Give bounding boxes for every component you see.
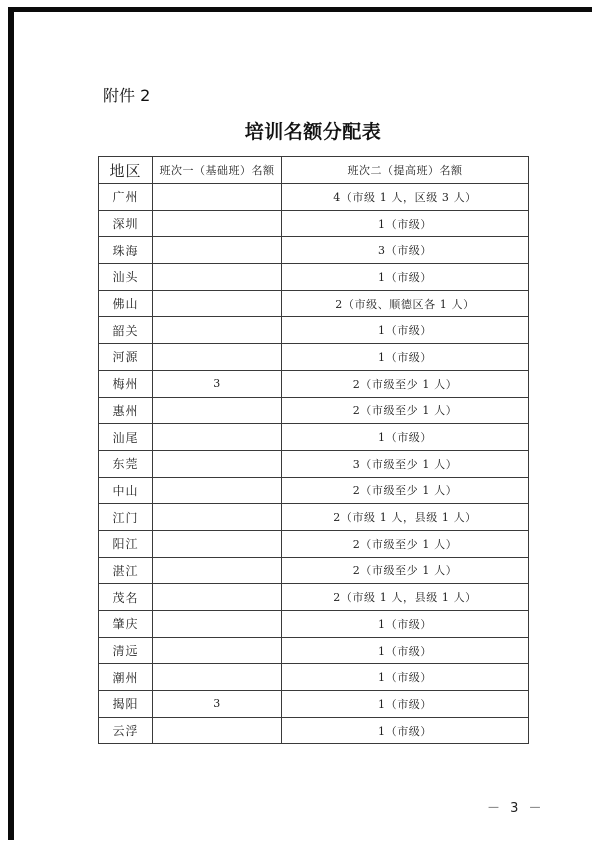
cell-basic-quota xyxy=(153,530,282,557)
table-row xyxy=(99,530,529,557)
cell-basic-quota xyxy=(153,184,282,211)
table-row xyxy=(99,424,529,451)
cell-advanced-quota: 2（市级至少 1 人） xyxy=(282,530,529,557)
cell-basic-quota xyxy=(153,611,282,638)
cell-region: 湛江 xyxy=(99,557,153,584)
page-number: － 3 － xyxy=(487,801,545,816)
table-row xyxy=(99,504,529,531)
table-row xyxy=(99,557,529,584)
cell-advanced-quota: 1（市级） xyxy=(282,210,529,237)
cell-advanced-quota: 1（市级） xyxy=(282,691,529,718)
table-row xyxy=(99,664,529,691)
table-row xyxy=(99,370,529,397)
table-row xyxy=(99,237,529,264)
cell-basic-quota xyxy=(153,450,282,477)
table-row xyxy=(99,637,529,664)
cell-basic-quota xyxy=(153,290,282,317)
cell-advanced-quota: 3（市级至少 1 人） xyxy=(282,450,529,477)
cell-advanced-quota: 2（市级至少 1 人） xyxy=(282,477,529,504)
cell-basic-quota xyxy=(153,210,282,237)
cell-region: 清远 xyxy=(99,637,153,664)
cell-advanced-quota: 2（市级至少 1 人） xyxy=(282,557,529,584)
table-row xyxy=(99,584,529,611)
table-row xyxy=(99,184,529,211)
cell-basic-quota xyxy=(153,584,282,611)
cell-basic-quota xyxy=(153,477,282,504)
cell-region: 佛山 xyxy=(99,290,153,317)
cell-basic-quota xyxy=(153,717,282,744)
cell-region: 茂名 xyxy=(99,584,153,611)
cell-region: 广州 xyxy=(99,184,153,211)
cell-advanced-quota: 3（市级） xyxy=(282,237,529,264)
header-region: 地区 xyxy=(99,157,153,184)
table-row xyxy=(99,290,529,317)
cell-basic-quota xyxy=(153,504,282,531)
cell-advanced-quota: 2（市级至少 1 人） xyxy=(282,397,529,424)
cell-basic-quota: 3 xyxy=(153,691,282,718)
cell-region: 阳江 xyxy=(99,530,153,557)
cell-advanced-quota: 1（市级） xyxy=(282,424,529,451)
table-row xyxy=(99,450,529,477)
cell-region: 河源 xyxy=(99,344,153,371)
cell-basic-quota xyxy=(153,264,282,291)
cell-advanced-quota: 1（市级） xyxy=(282,264,529,291)
cell-advanced-quota: 2（市级至少 1 人） xyxy=(282,370,529,397)
cell-basic-quota xyxy=(153,237,282,264)
quota-allocation-table xyxy=(98,156,529,744)
header-advanced-class: 班次二（提高班）名额 xyxy=(282,157,529,184)
document-title: 培训名额分配表 xyxy=(244,121,382,143)
table-row xyxy=(99,691,529,718)
cell-advanced-quota: 2（市级 1 人，县级 1 人） xyxy=(282,504,529,531)
header-basic-class: 班次一（基础班）名额 xyxy=(153,157,282,184)
attachment-label: 附件 2 xyxy=(103,86,151,105)
table-row xyxy=(99,264,529,291)
cell-region: 韶关 xyxy=(99,317,153,344)
table-row xyxy=(99,477,529,504)
cell-basic-quota xyxy=(153,424,282,451)
cell-advanced-quota: 1（市级） xyxy=(282,344,529,371)
cell-region: 珠海 xyxy=(99,237,153,264)
cell-basic-quota xyxy=(153,557,282,584)
cell-basic-quota: 3 xyxy=(153,370,282,397)
cell-region: 揭阳 xyxy=(99,691,153,718)
cell-advanced-quota: 2（市级、顺德区各 1 人） xyxy=(282,290,529,317)
table-row xyxy=(99,397,529,424)
scan-border-top xyxy=(8,7,592,12)
cell-region: 汕头 xyxy=(99,264,153,291)
cell-advanced-quota: 1（市级） xyxy=(282,717,529,744)
table-row xyxy=(99,210,529,237)
cell-basic-quota xyxy=(153,317,282,344)
cell-region: 梅州 xyxy=(99,370,153,397)
table-row xyxy=(99,317,529,344)
cell-basic-quota xyxy=(153,344,282,371)
table-row xyxy=(99,717,529,744)
cell-region: 深圳 xyxy=(99,210,153,237)
cell-advanced-quota: 1（市级） xyxy=(282,637,529,664)
cell-region: 惠州 xyxy=(99,397,153,424)
cell-region: 肇庆 xyxy=(99,611,153,638)
table-row xyxy=(99,611,529,638)
table-row xyxy=(99,344,529,371)
cell-advanced-quota: 1（市级） xyxy=(282,317,529,344)
table-header-row xyxy=(99,157,529,184)
cell-region: 云浮 xyxy=(99,717,153,744)
cell-region: 江门 xyxy=(99,504,153,531)
cell-region: 中山 xyxy=(99,477,153,504)
cell-advanced-quota: 1（市级） xyxy=(282,611,529,638)
cell-region: 汕尾 xyxy=(99,424,153,451)
cell-advanced-quota: 4（市级 1 人，区级 3 人） xyxy=(282,184,529,211)
cell-region: 东莞 xyxy=(99,450,153,477)
cell-basic-quota xyxy=(153,664,282,691)
cell-region: 潮州 xyxy=(99,664,153,691)
cell-advanced-quota: 1（市级） xyxy=(282,664,529,691)
cell-advanced-quota: 2（市级 1 人，县级 1 人） xyxy=(282,584,529,611)
cell-basic-quota xyxy=(153,397,282,424)
cell-basic-quota xyxy=(153,637,282,664)
